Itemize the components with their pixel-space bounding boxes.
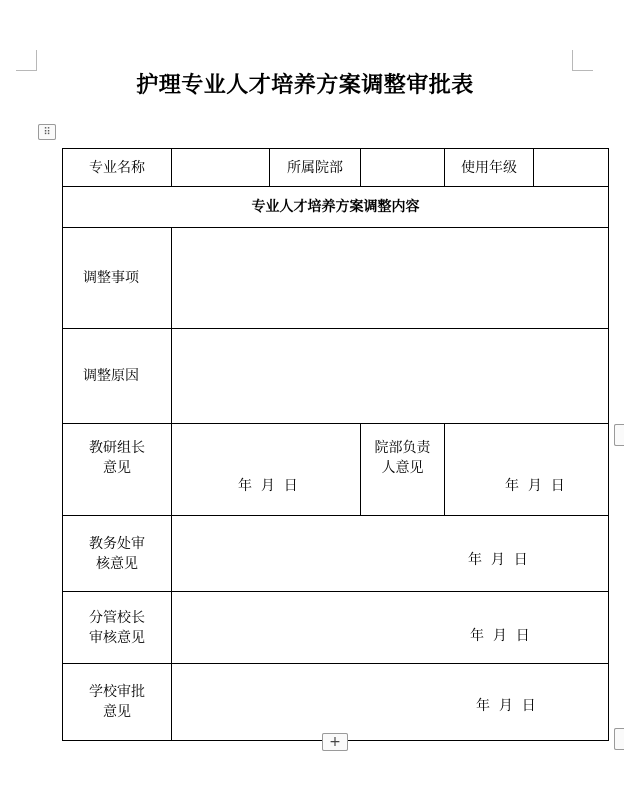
dept-head-label-line2: 人意见 <box>381 460 424 476</box>
table-row <box>63 187 609 228</box>
major-name-label: 专业名称 <box>63 149 172 187</box>
vice-principal-label-line1: 分管校长 <box>89 609 145 626</box>
document-title: 护理专业人才培养方案调整审批表 <box>136 72 474 98</box>
table-row <box>63 516 609 592</box>
vice-principal-date: 年 月 日 <box>470 628 530 644</box>
move-handle-icon[interactable]: ⠿ <box>38 124 56 140</box>
school-approval-label-line1: 学校审批 <box>89 684 145 700</box>
academic-office-opinion-field[interactable] <box>172 516 609 592</box>
table-resize-handle[interactable] <box>614 728 624 750</box>
vice-principal-opinion-field[interactable] <box>172 592 609 664</box>
school-approval-label <box>63 664 172 741</box>
school-approval-opinion-field[interactable] <box>172 664 609 741</box>
approval-form-table <box>62 148 609 741</box>
row-resize-handle[interactable] <box>614 424 624 446</box>
school-approval-date: 年 月 日 <box>476 698 536 714</box>
table-row <box>63 424 609 516</box>
adjust-items-label-text: 调整事项 <box>83 270 139 286</box>
adjust-reason-label-text: 调整原因 <box>83 368 139 384</box>
academic-office-label <box>63 516 172 592</box>
adjust-reason-label <box>63 329 172 424</box>
grade-field[interactable] <box>534 149 609 187</box>
adjust-items-field[interactable] <box>172 228 609 329</box>
grade-label: 使用年级 <box>445 149 534 187</box>
department-label: 所属院部 <box>270 149 361 187</box>
table-row <box>63 149 609 187</box>
adjust-reason-field[interactable] <box>172 329 609 424</box>
table-row <box>63 228 609 329</box>
table-row <box>63 592 609 664</box>
adjust-items-label <box>63 228 172 329</box>
group-leader-label-line1: 教研组长 <box>89 440 145 456</box>
school-approval-label-line2: 意见 <box>103 704 131 720</box>
academic-office-date: 年 月 日 <box>468 552 528 568</box>
major-name-field[interactable] <box>172 149 270 187</box>
department-field[interactable] <box>361 149 445 187</box>
table-row <box>63 329 609 424</box>
section-title: 专业人才培养方案调整内容 <box>63 187 609 228</box>
vice-principal-label <box>63 592 172 664</box>
dept-head-label <box>361 424 445 516</box>
dept-head-label-line1: 院部负责 <box>374 440 431 456</box>
academic-office-label-line2: 核意见 <box>96 555 138 572</box>
table-row <box>63 664 609 741</box>
group-leader-date: 年 月 日 <box>238 478 298 494</box>
plus-icon[interactable]: + <box>322 733 348 751</box>
academic-office-label-line1: 教务处审 <box>89 535 145 552</box>
group-leader-label-line2: 意见 <box>103 460 131 476</box>
dept-head-date: 年 月 日 <box>505 478 565 494</box>
group-leader-opinion-field[interactable] <box>172 424 361 516</box>
vice-principal-label-line2: 审核意见 <box>89 629 145 646</box>
dept-head-opinion-field[interactable] <box>445 424 609 516</box>
group-leader-label <box>63 424 172 516</box>
